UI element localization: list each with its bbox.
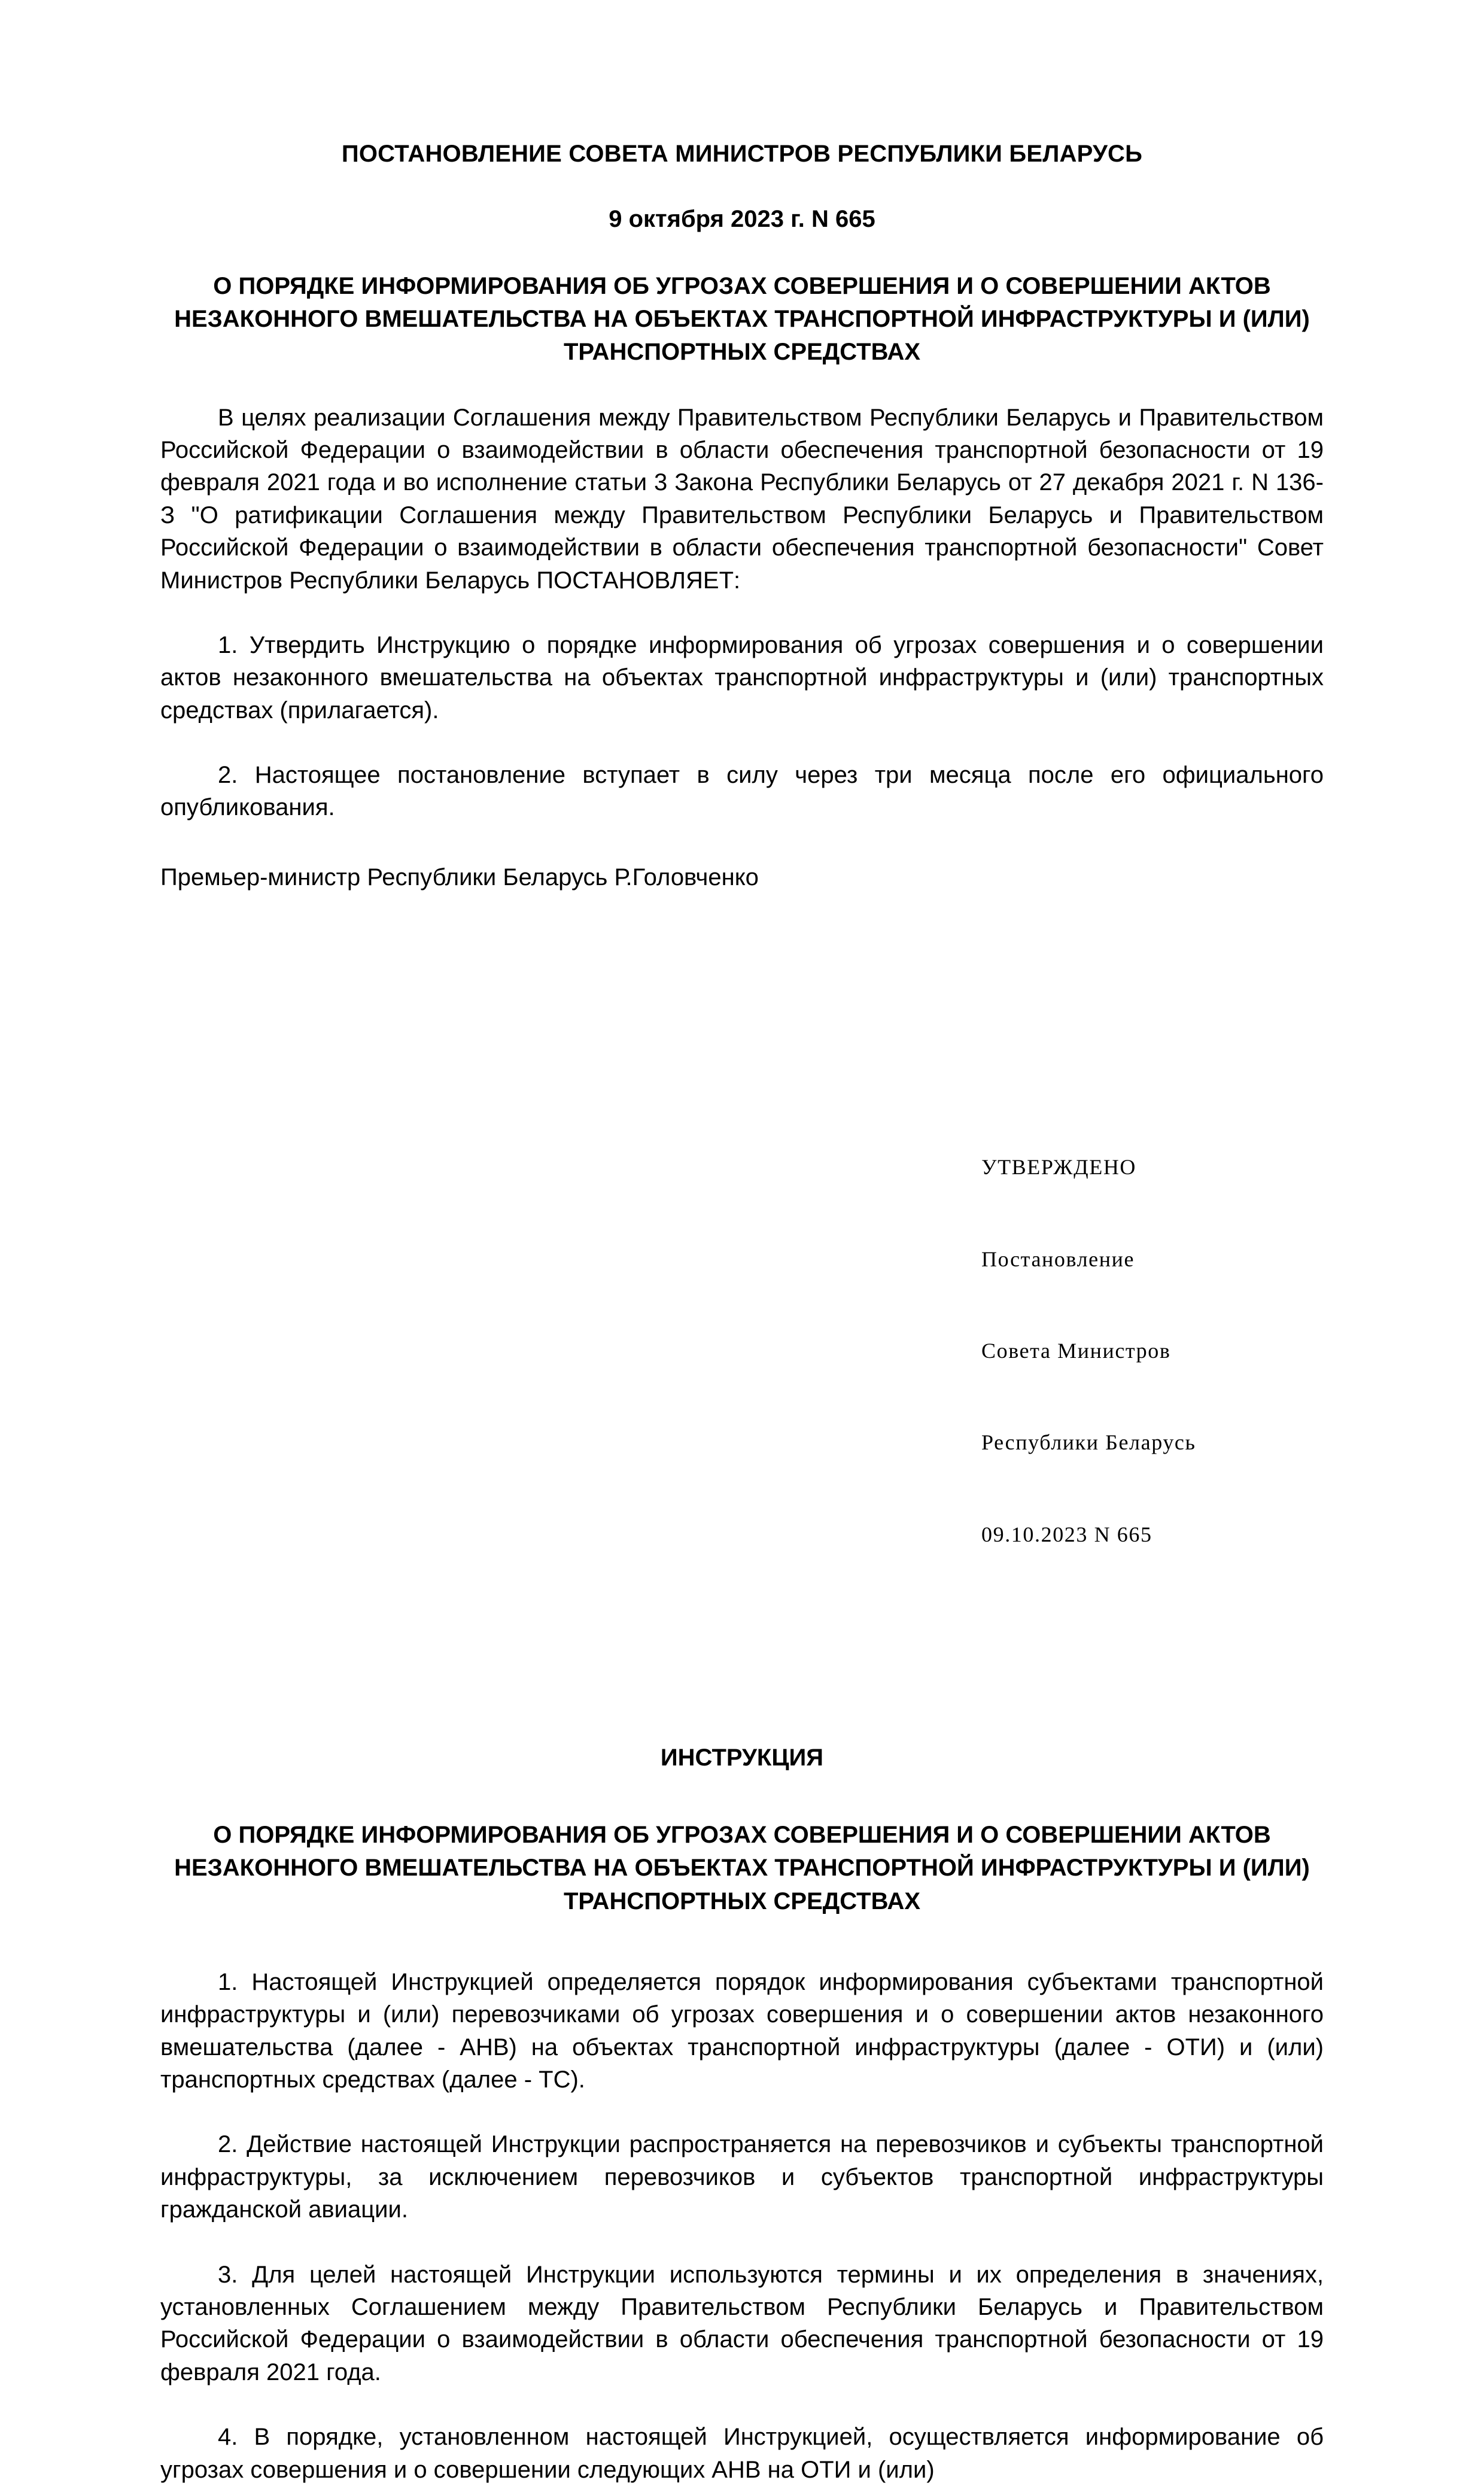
approval-line-number: 09.10.2023 N 665 <box>981 1522 1152 1546</box>
signature-line: Премьер-министр Республики Беларусь Р.Головченко <box>160 864 759 891</box>
instruction-clause-3: 3. Для целей настоящей Инструкции используются термины и их определения в значениях, установленных Соглашением между Правительством Республики Беларусь и Правительством Российской Федерации о взаимодействии в области обеспечения транспортной безопасности от 19 февраля 2021 года. <box>160 2261 1324 2385</box>
page-title: ПОСТАНОВЛЕНИЕ СОВЕТА МИНИСТРОВ РЕСПУБЛИКИ БЕЛАРУСЬ <box>341 141 1143 167</box>
approval-line-label: УТВЕРЖДЕНО <box>981 1155 1137 1180</box>
resolution-subject: О ПОРЯДКЕ ИНФОРМИРОВАНИЯ ОБ УГРОЗАХ СОВЕРШЕНИЯ И О СОВЕРШЕНИИ АКТОВ НЕЗАКОННОГО ВМЕШАТЕЛЬСТВА НА ОБЪЕКТАХ ТРАНСПОРТНОЙ ИНФРАСТРУКТУРЫ И (ИЛИ) ТРАНСПОРТНЫХ СРЕДСТВАХ <box>174 273 1310 366</box>
instruction-body-spacer <box>160 1918 1324 1934</box>
heading-spacer <box>160 1774 1324 1819</box>
document-content <box>160 0 1324 2486</box>
section-spacer <box>160 1611 1324 1742</box>
resolution-clause-2: 2. Настоящее постановление вступает в силу через три месяца после его официального опубликования. <box>160 762 1324 821</box>
instruction-clause-2: 2. Действие настоящей Инструкции распространяется на перевозчиков и субъекты транспортной инфраструктуры, за исключением перевозчиков и субъектов транспортной инфраструктуры гражданской авиации. <box>160 2131 1324 2223</box>
instruction-clause-4: 4. В порядке, установленном настоящей Инструкцией, осуществляется информирование об угрозах совершения и о совершении следующих АНВ на ОТИ и (или) <box>160 2424 1324 2483</box>
resolution-clause-1: 1. Утвердить Инструкцию о порядке информирования об угрозах совершения и о совершении актов незаконного вмешательства на объектах транспортной инфраструктуры и (или) транспортных средствах (прилагается). <box>160 631 1324 724</box>
approval-block-wrapper <box>160 893 1324 1611</box>
approval-line-body1: Совета Министров <box>981 1339 1171 1363</box>
resolution-preamble: В целях реализации Соглашения между Правительством Республики Беларусь и Правительством Российской Федерации о взаимодействии в области обеспечения транспортной безопасности от 19 февраля 2021 года и во исполнение статьи 3 Закона Республики Беларусь от 27 декабря 2021 г. N 136-З "О ратификации Соглашения между Правительством Республики Беларусь и Правительством Российской Федерации о взаимодействии в области обеспечения транспортной безопасности" Совет Министров Республики Беларусь ПОСТАНОВЛЯЕТ: <box>160 404 1324 594</box>
resolution-date: 9 октября 2023 г. N 665 <box>609 206 875 232</box>
instruction-subject: О ПОРЯДКЕ ИНФОРМИРОВАНИЯ ОБ УГРОЗАХ СОВЕРШЕНИЯ И О СОВЕРШЕНИИ АКТОВ НЕЗАКОННОГО ВМЕШАТЕЛЬСТВА НА ОБЪЕКТАХ ТРАНСПОРТНОЙ ИНФРАСТРУКТУРЫ И (ИЛИ) ТРАНСПОРТНЫХ СРЕДСТВАХ <box>174 1822 1310 1914</box>
approval-line-body2: Республики Беларусь <box>981 1430 1196 1455</box>
approval-line-doctype: Постановление <box>981 1247 1135 1271</box>
approval-block <box>981 1091 1196 1611</box>
instruction-heading: ИНСТРУКЦИЯ <box>660 1745 824 1771</box>
instruction-clause-1: 1. Настоящей Инструкцией определяется порядок информирования субъектами транспортной инфраструктуры и (или) перевозчиками об угрозах совершения и о совершении актов незаконного вмешательства (далее - АНВ) на объектах транспортной инфраструктуры (далее - ОТИ) и (или) транспортных средствах (далее - ТС). <box>160 1968 1324 2093</box>
